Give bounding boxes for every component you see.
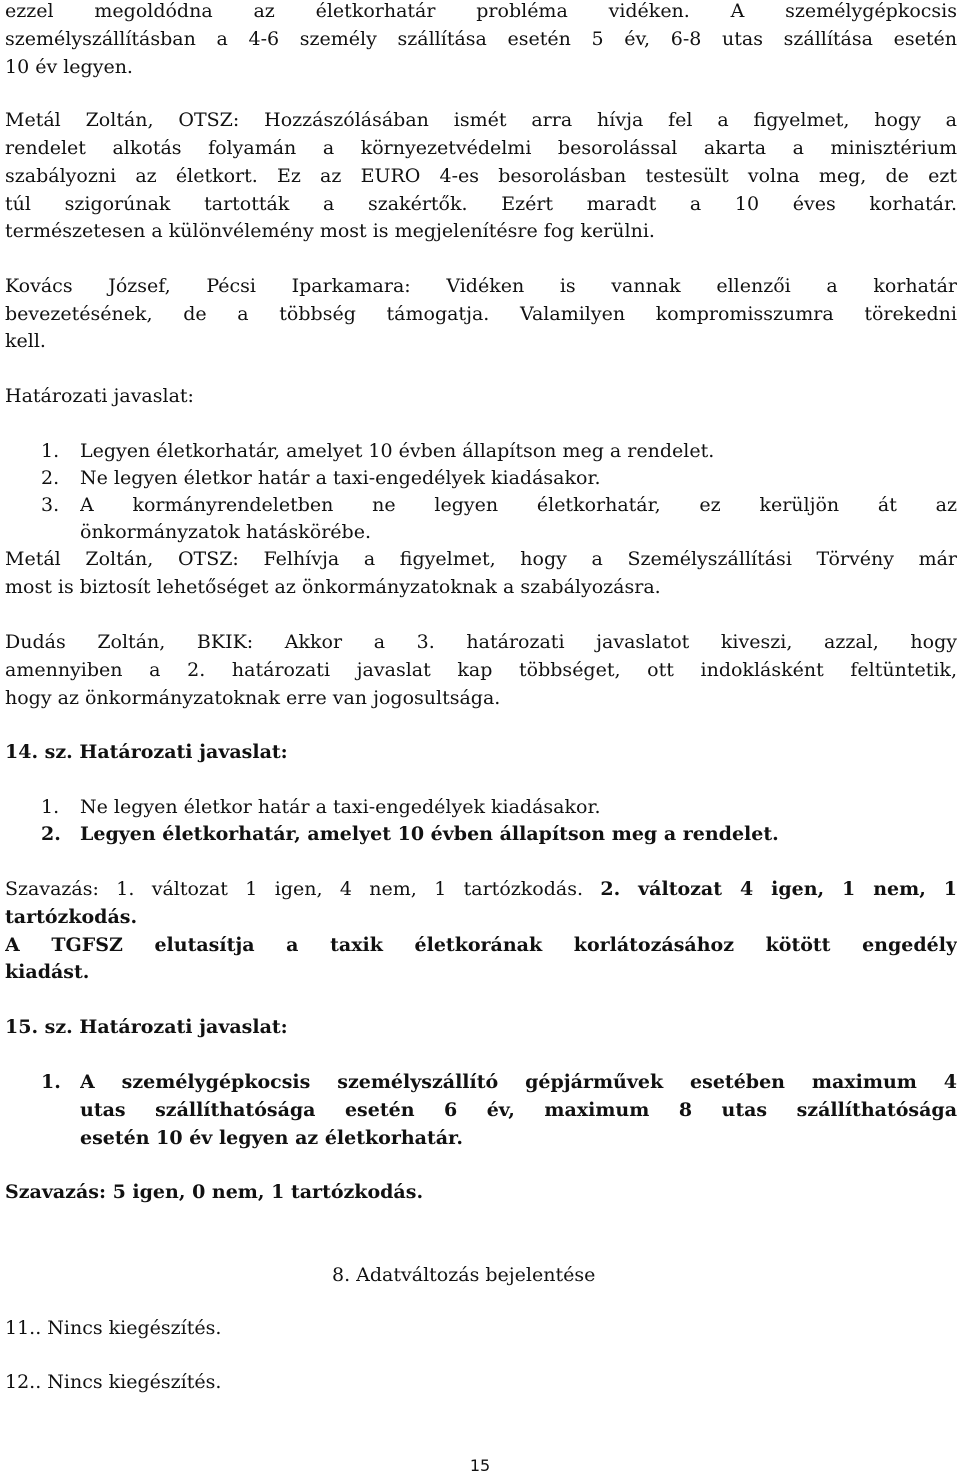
list-text: Ne legyen életkor határ a taxi-engedélyek kiadásakor. xyxy=(80,467,601,489)
proposal-heading: Határozati javaslat: xyxy=(5,385,194,407)
list-item xyxy=(5,491,957,519)
list-number: 1. xyxy=(41,796,60,818)
list-text: esetén 10 év legyen az életkorhatár. xyxy=(80,1127,463,1149)
decision-line: kiadást. xyxy=(5,961,90,983)
paragraph-line: Metál Zoltán, OTSZ: Hozzászólásában ismét arra hívja fel a figyelmet, hogy a xyxy=(5,109,957,131)
vote-line: tartózkodás. xyxy=(5,906,138,928)
list-item-continuation xyxy=(5,1096,957,1124)
paragraph-line: 10 év legyen. xyxy=(5,56,133,78)
vote-line xyxy=(5,875,957,903)
list-item-continuation xyxy=(5,518,957,546)
list-text: önkormányzatok hatáskörébe. xyxy=(80,521,371,543)
list-number: 3. xyxy=(41,494,60,516)
list-number: 1. xyxy=(41,440,60,462)
list-text: utas szállíthatósága esetén 6 év, maximum 8 utas szállíthatósága xyxy=(80,1099,957,1121)
paragraph-line: ezzel megoldódna az életkorhatár probléma vidéken. A személygépkocsis xyxy=(5,0,957,22)
list-item-continuation xyxy=(5,1124,957,1152)
paragraph-line: személyszállításban a 4-6 személy szállítása esetén 5 év, 6-8 utas szállítása esetén xyxy=(5,28,957,50)
list-text: Legyen életkorhatár, amelyet 10 évben állapítson meg a rendelet. xyxy=(80,823,779,845)
extra-item: 11.. Nincs kiegészítés. xyxy=(5,1317,222,1339)
list-text: A kormányrendeletben ne legyen életkorhatár, ez kerüljön át az xyxy=(80,494,957,516)
paragraph-line: amennyiben a 2. határozati javaslat kap többséget, ott indoklásként feltüntetik, xyxy=(5,659,957,681)
section-15-heading: 15. sz. Határozati javaslat: xyxy=(5,1016,288,1038)
paragraph-line: természetesen a különvélemény most is megjelenítésre fog kerülni. xyxy=(5,220,655,242)
paragraph-line: bevezetésének, de a többség támogatja. Valamilyen kompromisszumra törekedni xyxy=(5,303,957,325)
list-item xyxy=(5,793,957,821)
paragraph-line: hogy az önkormányzatoknak erre van jogosultsága. xyxy=(5,687,501,709)
paragraph-line: túl szigorúnak tartották a szakértők. Ezért maradt a 10 éves korhatár. xyxy=(5,193,957,215)
list-item xyxy=(5,1068,957,1096)
list-number: 2. xyxy=(41,467,60,489)
list-item xyxy=(5,464,957,492)
list-item xyxy=(5,820,957,848)
paragraph-line: Metál Zoltán, OTSZ: Felhívja a figyelmet, hogy a Személyszállítási Törvény már xyxy=(5,548,957,570)
decision-line: A TGFSZ elutasítja a taxik életkorának korlátozásához kötött engedély xyxy=(5,934,957,956)
paragraph-line: rendelet alkotás folyamán a környezetvédelmi besorolással akarta a minisztérium xyxy=(5,137,957,159)
list-number: 1. xyxy=(41,1071,61,1093)
list-number: 2. xyxy=(41,823,61,845)
list-text: Ne legyen életkor határ a taxi-engedélyek kiadásakor. xyxy=(80,796,601,818)
paragraph-line: Dudás Zoltán, BKIK: Akkor a 3. határozati javaslatot kiveszi, azzal, hogy xyxy=(5,631,957,653)
paragraph-line: most is biztosít lehetőséget az önkormányzatoknak a szabályozásra. xyxy=(5,576,661,598)
paragraph-line: Kovács József, Pécsi Iparkamara: Vidéken is vannak ellenzői a korhatár xyxy=(5,275,957,297)
list-item xyxy=(5,437,957,465)
section-8-heading: 8. Adatváltozás bejelentése xyxy=(332,1264,596,1286)
list-text: Legyen életkorhatár, amelyet 10 évben állapítson meg a rendelet. xyxy=(80,440,715,462)
vote-regular: Szavazás: 1. változat 1 igen, 4 nem, 1 tartózkodás. xyxy=(5,878,601,900)
paragraph-line: kell. xyxy=(5,330,46,352)
vote-bold: 2. változat 4 igen, 1 nem, 1 xyxy=(600,878,957,900)
paragraph-line: szabályozni az életkort. Ez az EURO 4-es besorolásban testesült volna meg, de ezt xyxy=(5,165,957,187)
vote-result: Szavazás: 5 igen, 0 nem, 1 tartózkodás. xyxy=(5,1181,424,1203)
page-number: 15 xyxy=(469,1456,491,1475)
list-text: A személygépkocsis személyszállító gépjárművek esetében maximum 4 xyxy=(80,1071,957,1093)
section-14-heading: 14. sz. Határozati javaslat: xyxy=(5,741,288,763)
extra-item: 12.. Nincs kiegészítés. xyxy=(5,1371,222,1393)
